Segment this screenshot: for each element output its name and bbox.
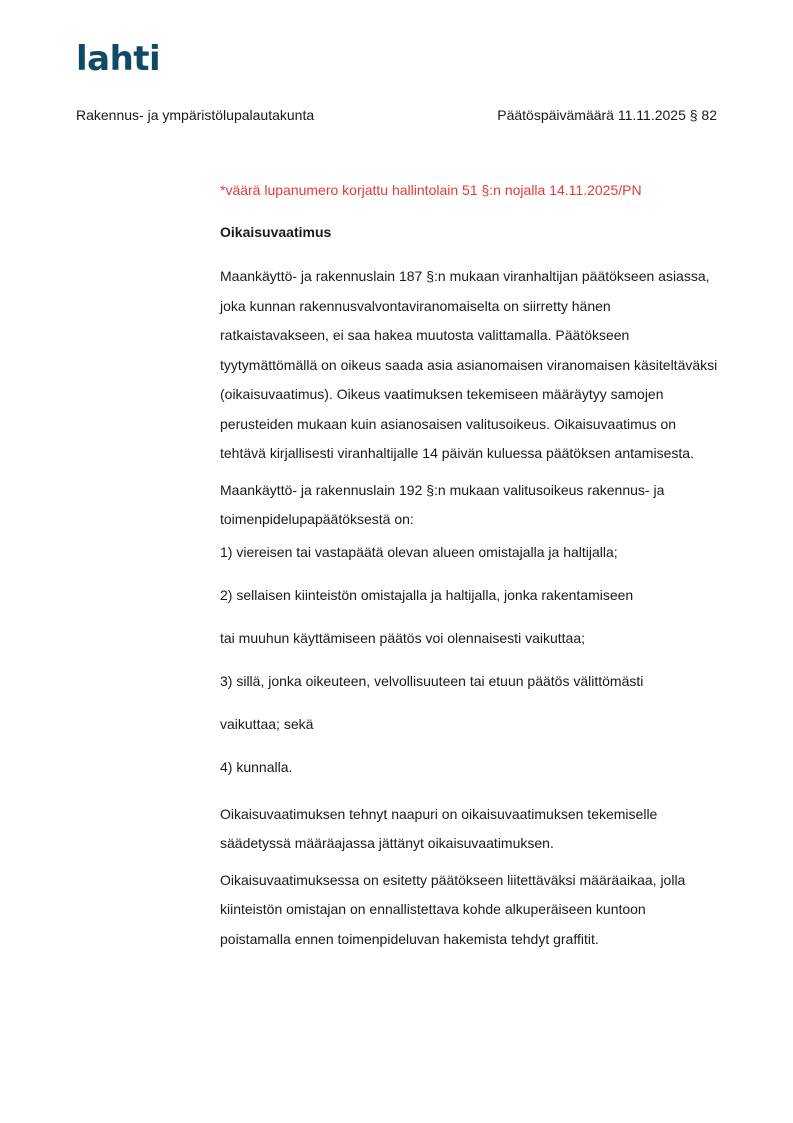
list-item-3-line-2: vaikuttaa; sekä [220, 715, 314, 732]
paragraph-neighbor-appeal: Oikaisuvaatimuksen tehnyt naapuri on oikaisuvaatimuksen tekemiselle säädetyssä määräajassa jättänyt oikaisuvaatimuksen. [220, 805, 658, 851]
list-item-2-line-2: tai muuhun käyttämiseen päätös voi olennaisesti vaikuttaa; [220, 629, 585, 646]
document-body [220, 180, 720, 961]
list-item-1: 1) viereisen tai vastapäätä olevan alueen omistajalla ja haltijalla; [220, 543, 618, 560]
paragraph-appeal-rights: Maankäyttö- ja rakennuslain 192 §:n mukaan valitusoikeus rakennus- ja toimenpidelupapäätöksestä on: [220, 481, 665, 527]
list-item-4: 4) kunnalla. [220, 758, 293, 775]
lahti-logo: lahti [76, 39, 161, 79]
list-item-3-line-1: 3) sillä, jonka oikeuteen, velvollisuuteen tai etuun päätös välittömästi [220, 672, 644, 689]
committee-name: Rakennus- ja ympäristölupalautakunta [76, 107, 315, 123]
list-item-2-line-1: 2) sellaisen kiinteistön omistajalla ja haltijalla, jonka rakentamiseen [220, 586, 634, 603]
paragraph-appeal-rule: Maankäyttö- ja rakennuslain 187 §:n mukaan viranhaltijan päätökseen asiassa, joka kunnan rakennusvalvontaviranomaiselta on siirretty hänen ratkaistavakseen, ei saa hakea muutosta valittamalla. Päätökseen tyytymättömällä on oikeus saada asia asianomaisen viranomaisen käsiteltäväksi (oikaisuvaatimus). Oikeus vaatimuksen tekemiseen määräytyy samojen perusteiden mukaan kuin asianosaisen valitusoikeus. Oikaisuvaatimus on tehtävä kirjallisesti viranhaltijalle 14 päivän kuluessa päätöksen antamisesta. [220, 268, 718, 461]
correction-note: *väärä lupanumero korjattu hallintolain 51 §:n nojalla 14.11.2025/PN [220, 182, 642, 198]
paragraph-appeal-content: Oikaisuvaatimuksessa on esitetty päätökseen liitettäväksi määräaikaa, jolla kiinteistön omistajan on ennallistettava kohde alkuperäiseen kuntoon poistamalla ennen toimenpideluvan hakemista tehdyt graffitit. [220, 871, 686, 947]
section-heading: Oikaisuvaatimus [220, 224, 332, 240]
decision-reference: Päätöspäivämäärä 11.11.2025 § 82 [497, 107, 717, 123]
